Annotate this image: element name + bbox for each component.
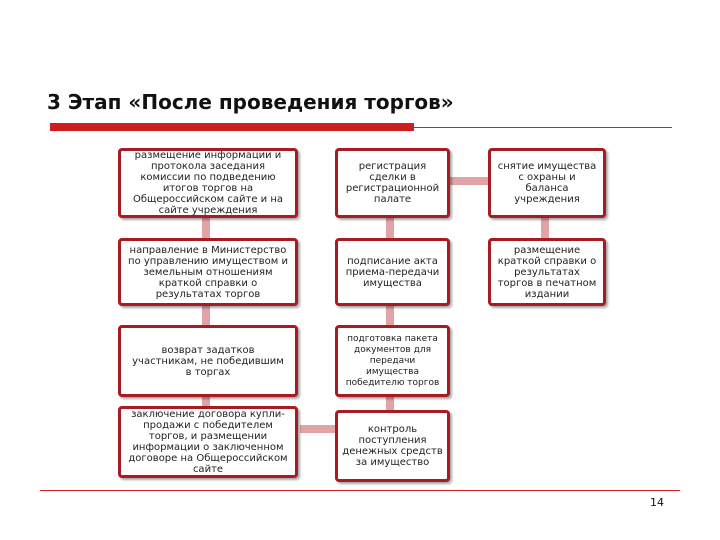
step-box-publish-protocol: размещение информации и протокола заседания комиссии по подведению итогов торгов на Общероссийском сайте и на сайте учреждения [118,148,298,218]
title-underline-thick [50,123,414,131]
step-box-transfer-act: подписание акта приема-передачи имущества [335,238,450,306]
footer-divider [40,490,680,491]
title-underline-thin [414,127,672,128]
step-box-sale-contract: заключение договора купли- продажи с победителем торгов, и размещении информации о заключенном договоре на Общероссийском сайте [118,406,298,478]
slide-title: 3 Этап «После проведения торгов» [47,90,454,114]
connector-row1-col2-col3 [448,177,488,185]
page-number: 14 [650,496,664,509]
connector-col1-to-col2 [300,425,336,433]
step-box-print-publication: размещение краткой справки о результатах торгов в печатном издании [488,238,606,306]
step-box-payment-control: контроль поступления денежных средств за имущество [335,410,450,482]
step-box-registration: регистрация сделки в регистрационной палате [335,148,450,218]
step-box-remove-from-balance: снятие имущества с охраны и баланса учреждения [488,148,606,218]
step-box-deposit-return: возврат задатков участникам, не победившим в торгах [118,325,298,397]
step-box-document-package: подготовка пакета документов для передачи имущества победителю торгов [335,325,450,397]
step-box-ministry-notice: направление в Министерство по управлению имуществом и земельным отношениям краткой справки о результатах торгов [118,238,298,306]
